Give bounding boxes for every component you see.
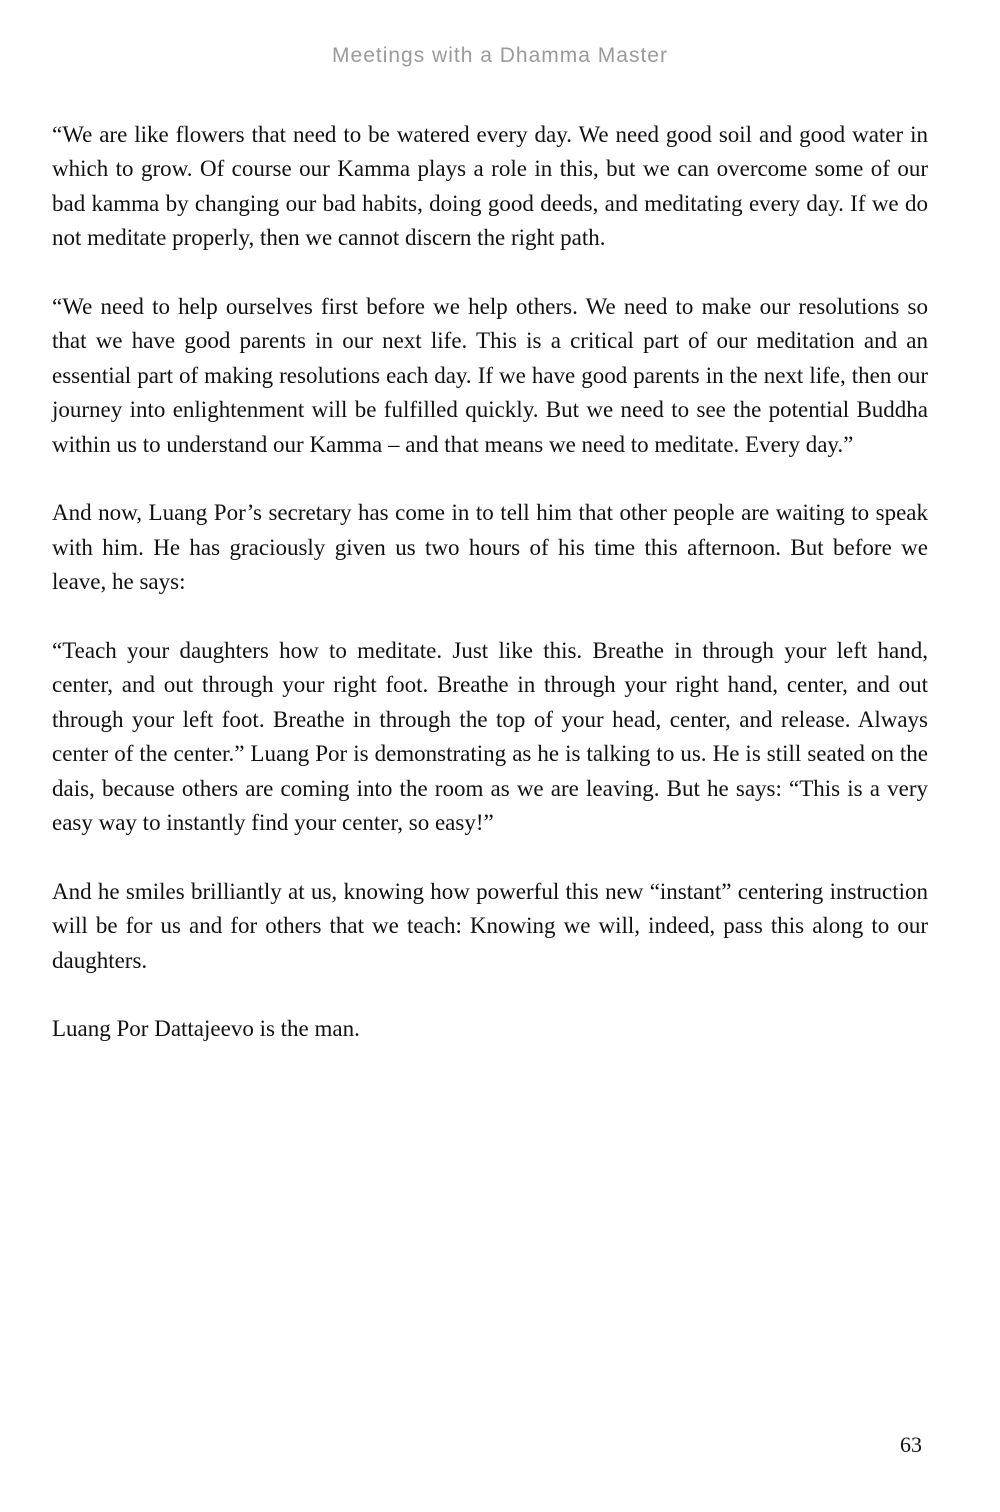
running-head: Meetings with a Dhamma Master xyxy=(332,44,668,67)
paragraph-smiles: And he smiles brilliantly at us, knowing how powerful this new “instant” centering instruction will be for us and for others that we teach: Knowing we will, indeed, pass this along to our daughters. xyxy=(52,878,928,973)
paragraph-flowers: “We are like flowers that need to be watered every day. We need good soil and good water in which to grow. Of course our Kamma plays a role in this, but we can overcome some of our bad kamma by changing our bad habits, doing good deeds, and meditating every day. If we do not meditate properly, then we cannot discern the right path. xyxy=(52,122,928,251)
paragraph-secretary: And now, Luang Por’s secretary has come in to tell him that other people are waiting to speak with him. He has graciously given us two hours of his time this afternoon. But before we leave, he says: xyxy=(52,500,928,595)
paragraph-help-ourselves: “We need to help ourselves first before we help others. We need to make our resolutions so that we have good parents in our next life. This is a critical part of our meditation and an essential part of making resolutions each day. If we have good parents in the next life, then our journey into enlightenment will be fulfilled quickly. But we need to see the potential Buddha within us to understand our Kamma – and that means we need to meditate. Every day.” xyxy=(52,294,928,457)
paragraph-closing: Luang Por Dattajeevo is the man. xyxy=(52,1016,360,1042)
body-text xyxy=(52,118,928,1081)
paragraph-teach-daughters: “Teach your daughters how to meditate. Just like this. Breathe in through your left hand, center, and out through your right foot. Breathe in through your right hand, center, and out through your left foot. Breathe in through the top of your head, center, and release. Always center of the center.” Luang Por is demonstrating as he is talking to us. He is still seated on the dais, because others are coming into the room as we are leaving. But he says: “This is a very easy way to instantly find your center, so easy!” xyxy=(52,638,928,836)
page-number: 63 xyxy=(900,1432,922,1457)
